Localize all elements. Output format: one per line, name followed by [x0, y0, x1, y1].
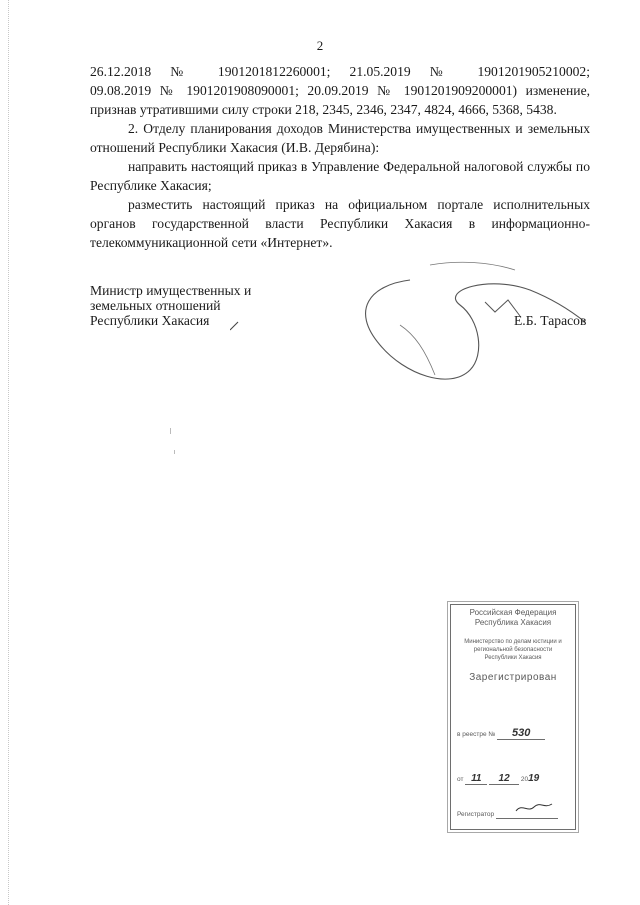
- paragraph-2: 2. Отделу планирования доходов Министерства имущественных и земельных отношений Республики Хакасия (И.В. Дерябина):: [90, 121, 590, 155]
- signatory-title-line-2: земельных отношений: [90, 298, 221, 313]
- stamp-ministry: Министерство по делам юстиции и региональной безопасности Республики Хакасия: [464, 639, 562, 661]
- paragraph-1-line-1: 26.12.2018 № 1901201812260001; 21.05.2019 № 1901201905210002;: [90, 64, 590, 79]
- stamp-header: Российская Федерация Республика Хакасия: [469, 608, 557, 627]
- stamp-date-month: 12: [498, 773, 510, 784]
- stamp-date-day: 11: [471, 773, 482, 784]
- page-number: 2: [316, 38, 324, 53]
- handwritten-signature: [230, 250, 600, 410]
- stamp-date-year-prefix: 20: [520, 776, 529, 783]
- scan-edge-mark: [8, 0, 10, 905]
- stamp-registrar-row: [457, 811, 569, 819]
- signature-block: [90, 283, 251, 328]
- paragraph-4: разместить настоящий приказ на официальном портале исполнительных органов государственной власти Республики Хакасия в информационно-телекоммуникационной сети «Интернет».: [90, 197, 590, 250]
- stamp-registrar-label: Регистратор: [457, 811, 495, 818]
- paragraph-1-line-2: 09.08.2019 № 1901201908090001; 20.09.2019 № 1901201909200001) изменение,: [90, 83, 590, 98]
- stamp-status: Зарегистрирован: [469, 672, 557, 683]
- paragraph-1-line-3: признав утратившими силу строки 218, 2345, 2346, 2347, 4824, 4666, 5368, 5438.: [90, 102, 557, 117]
- registration-stamp: [450, 604, 576, 830]
- scan-speck: [170, 428, 171, 434]
- stamp-date-row: [457, 773, 569, 785]
- stamp-registry-number: 530: [511, 727, 531, 739]
- paragraph-3: направить настоящий приказ в Управление Федеральной налоговой службы по Республике Хакасия;: [90, 159, 590, 193]
- scan-speck: [174, 450, 175, 454]
- signatory-title-line-1: Министр имущественных и: [90, 283, 252, 298]
- stamp-date-year: 19: [528, 773, 540, 784]
- signatory-name: Е.Б. Тарасов: [514, 313, 587, 328]
- registrar-signature: [514, 801, 554, 815]
- document-body: [90, 62, 590, 252]
- signatory-title-line-3: Республики Хакасия: [90, 313, 210, 328]
- stamp-registry-label: в реестре №: [457, 731, 496, 738]
- stamp-registry-row: [457, 727, 569, 740]
- stamp-date-prefix: от: [457, 776, 464, 783]
